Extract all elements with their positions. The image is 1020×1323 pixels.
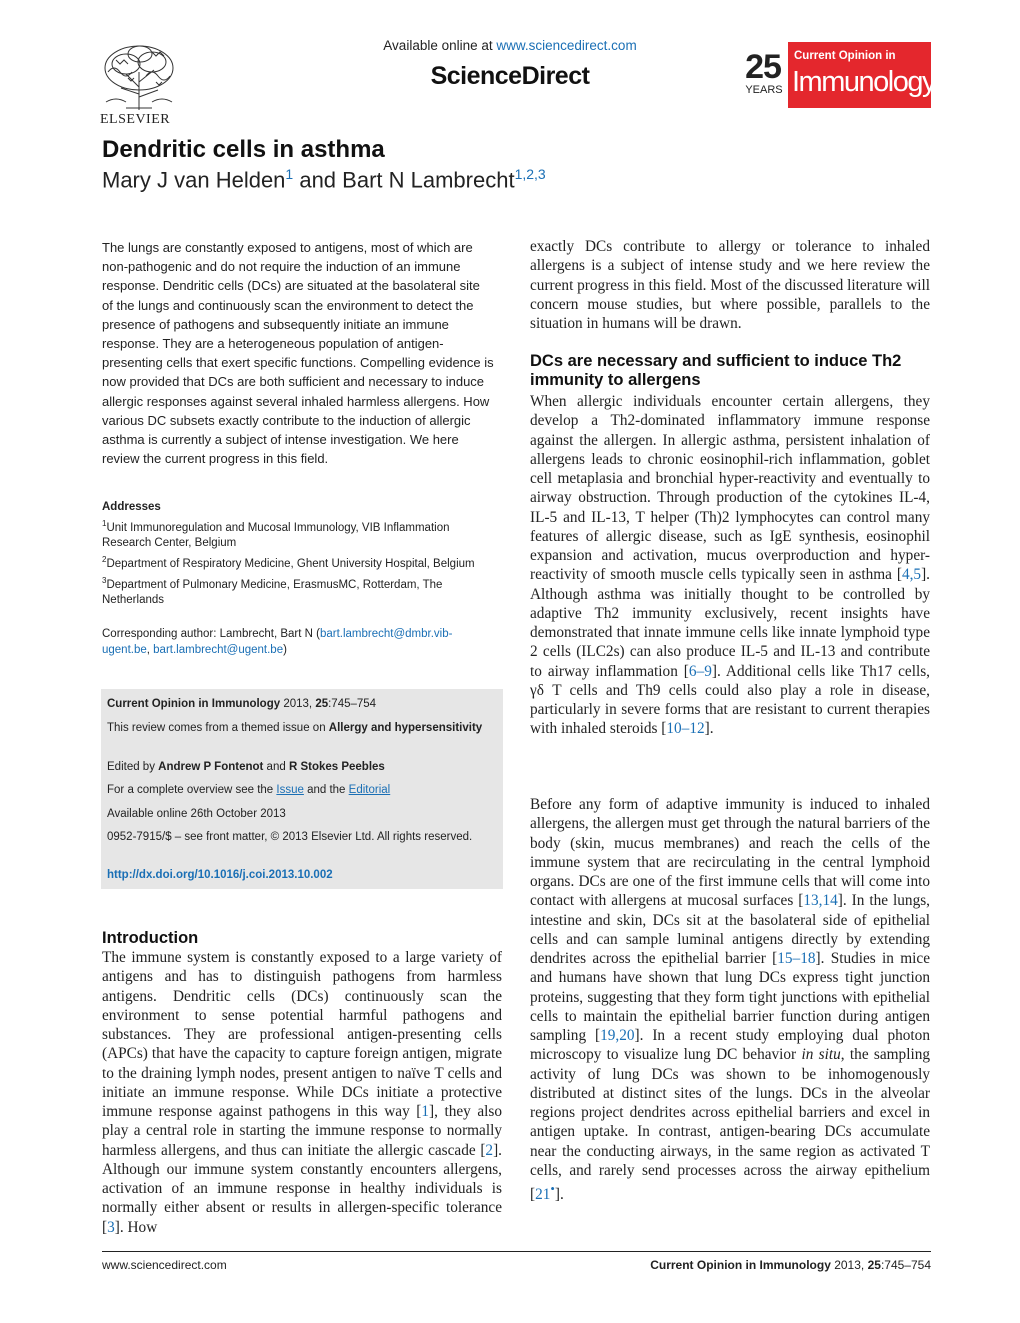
info-volume: 25 — [315, 698, 329, 710]
citation-line — [107, 696, 497, 712]
citation-link[interactable]: 10–12 — [666, 720, 705, 738]
citation-link[interactable]: 13,14 — [803, 892, 838, 910]
info-year: 2013, — [280, 698, 316, 710]
edited-by-line — [107, 759, 497, 775]
address-text: Department of Respiratory Medicine, Ghent University Hospital, Belgium — [106, 558, 475, 571]
abstract: The lungs are constantly exposed to antigens, most of which are non-pathogenic and do not require the induction of an immune response. Dendritic cells (DCs) are situated at the basolateral site of the lungs and continuously scan the environment to detect the presence of pathogens and subsequently initiate an immune response. They are a heterogeneous population of antigen-presenting cells that exert specific functions. Compelling evidence is now provided that DCs are both sufficient and necessary to induce allergic responses against several inhaled harmless allergens. How various DC subsets exactly contribute to the induction of allergic asthma is currently a subject of intense investigation. We here review the current progress in this field. — [102, 240, 494, 467]
themed-topic: Allergy and hypersensitivity — [328, 722, 483, 734]
author-1: Mary J van Helden — [102, 167, 286, 193]
email-link-1[interactable]: bart.lambrecht@dmbr.vib-ugent.be — [102, 628, 453, 656]
citation-link[interactable]: 19,20 — [600, 1027, 635, 1044]
citation-link[interactable]: 3 — [107, 1218, 115, 1236]
journal-badge — [738, 42, 935, 108]
in-situ-italic: in situ — [801, 1046, 841, 1064]
addresses — [102, 500, 494, 609]
issue-link[interactable]: Issue — [276, 784, 304, 796]
address-item — [102, 552, 494, 573]
p2-text-2: ]. Although asthma was initially thought to be controlled by adaptive Th2 immunity exclusively, recent insights have demonstrated that innate immune cells like innate lymphoid type 2 cells (ILC2s) can also produce IL-5 and IL-13 and contribute to airway inflammation [ — [530, 566, 930, 680]
themed-prefix: This review comes from a themed issue on — [107, 722, 329, 734]
info-pages: :745–754 — [328, 698, 377, 710]
citation-link[interactable]: 15–18 — [777, 950, 816, 967]
badge-current-opinion: Current Opinion in — [794, 50, 896, 62]
address-text: Unit Immunoregulation and Mucosal Immunology, VIB Inflammation Research Center, Belgium — [102, 521, 450, 550]
addresses-heading: Addresses — [102, 501, 161, 513]
address-num: 3 — [102, 575, 107, 585]
footer-citation — [0, 1258, 931, 1272]
address-num: 1 — [102, 518, 107, 528]
badge-number: 25 — [745, 48, 781, 86]
footer-journal: Current Opinion in Immunology — [650, 1258, 831, 1272]
intro-text-4: ]. How — [114, 1218, 158, 1236]
address-item — [102, 573, 494, 609]
intro-text-1: The immune system is constantly exposed to a large variety of antigens and has to distinguish pathogens from harmless antigens. Dendritic cells (DCs) continuously scan the environment to sense potential harmful pathogens and substances. They are professional antigen-presenting cells (APCs) that have the capacity to capture foreign antigen, migrate to the draining lymph nodes, present antigen to naïve T cells and initiate an immune response. While DCs initiate a protective immune response against pathogens in this way [ — [102, 949, 502, 1120]
badge-journal-name: Immunology — [792, 66, 935, 98]
introduction-paragraph — [102, 948, 502, 1237]
p2-text-1: When allergic individuals encounter certain allergens, they develop a Th2-dominated inflammatory immune response against the allergen. In allergic asthma, persistent inhalation of allergens leads to chronic eosinophil-rich inflammation, goblet cell metaplasia and bronchial hyper-reactivity and eventually to airway obstruction. Through production of the cytokines IL-4, IL-5 and IL-13, T helper (Th)2 lymphocytes can control many features of allergic disease, such as IgE synthesis, eosinophil expansion and activation, mucus overproduction and hyper-reactivity of smooth muscle cells typically seen in asthma [ — [530, 393, 930, 584]
available-prefix: Available online at — [383, 38, 497, 53]
address-item — [102, 516, 494, 552]
editor-1: Andrew P Fontenot — [158, 761, 264, 773]
citation-link[interactable]: 6–9 — [688, 662, 712, 680]
p2-text-4: ]. — [704, 720, 714, 738]
author-and: and — [293, 167, 343, 193]
corr-prefix: Corresponding author: Lambrecht, Bart N ( — [102, 628, 320, 640]
intro-text-2: ], they also play a central role in starting the immune response to normally harmless allergens, and thus can initiate the allergic cascade [ — [102, 1103, 503, 1159]
corresponding-author — [102, 626, 494, 658]
edited-prefix: Edited by — [107, 761, 159, 773]
overview-and: and the — [303, 784, 349, 796]
author-2: Bart N Lambrecht — [342, 167, 515, 193]
edited-and: and — [263, 761, 289, 773]
citation-link[interactable]: 2 — [485, 1141, 494, 1159]
overview-prefix: For a complete overview see the — [107, 784, 277, 796]
corr-suffix: ) — [283, 644, 287, 656]
available-online-date: Available online 26th October 2013 — [107, 808, 286, 820]
footer-year: 2013, — [830, 1258, 868, 1272]
p3-text-1: Before any form of adaptive immunity is induced to inhaled allergens, the allergen must get through the natural barriers of the body (skin, mucus membranes) and reach the cells of the immune system that are recirculating in the central lymphoid organs. DCs are one of the first immune cells that will come into contact with allergens at mucosal surfaces [ — [530, 796, 930, 910]
footer-pages: :745–754 — [880, 1258, 931, 1272]
copyright-line: 0952-7915/$ – see front matter, © 2013 Elsevier Ltd. All rights reserved. — [107, 831, 473, 843]
article-info-box — [101, 689, 503, 889]
footer-website[interactable]: www.sciencedirect.com — [102, 1258, 227, 1272]
p3-text-4: ]. In a recent study employing dual photon microscopy to visualize lung DC behavior — [530, 1027, 930, 1064]
key-reference-bullet: • — [550, 1182, 555, 1196]
citation-link[interactable]: 4,5 — [901, 566, 922, 584]
intro-text-3: ]. Although our immune system constantly encounters allergens, activation of an immune response in healthy individuals is normally either absent or results in allergen-specific tolerance [ — [102, 1141, 502, 1236]
citation-link[interactable]: 21 — [535, 1186, 551, 1204]
sciencedirect-link[interactable]: www.sciencedirect.com — [496, 38, 637, 53]
section-paragraph-1 — [530, 392, 930, 739]
article-title: Dendritic cells in asthma — [102, 136, 385, 163]
editor-2: R Stokes Peebles — [288, 761, 385, 773]
introduction-heading: Introduction — [102, 929, 199, 947]
author-2-affiliation[interactable]: 1,2,3 — [514, 166, 546, 182]
sciencedirect-logo: ScienceDirect — [430, 62, 590, 90]
address-num: 2 — [102, 555, 107, 565]
p2-text-3: ]. Additional cells like Th17 cells, γδ T cells and Th9 cells could also play a role in disease, particularly in severe forms that are resistant to current therapies with inhaled steroids [ — [530, 662, 930, 738]
section-heading: DCs are necessary and sufficient to induce Th2 immunity to allergens — [530, 352, 902, 389]
p3-text-2: ]. In the lungs, intestine and skin, DCs sit at the basolateral side of epithelial cells and can sample luminal antigens directly by extending dendrites across the epithelial barrier [ — [530, 892, 930, 967]
citation-link[interactable]: 1 — [421, 1103, 430, 1120]
elsevier-wordmark: ELSEVIER — [100, 112, 171, 127]
overview-line — [107, 782, 497, 798]
author-list — [102, 166, 546, 193]
corr-sep: , — [146, 644, 154, 656]
section-paragraph-2 — [530, 795, 930, 1204]
email-link-2[interactable]: bart.lambrecht@ugent.be — [153, 644, 284, 656]
info-journal: Current Opinion in Immunology — [107, 698, 281, 710]
doi-link[interactable]: http://dx.doi.org/10.1016/j.coi.2013.10.002 — [107, 869, 333, 881]
footer-divider — [102, 1251, 931, 1252]
p3-text-5: , the sampling activity of lung DCs was shown to be inhomogenously distributed at distinct sites of the lungs. DCs in the alveolar regions project dendrites across epithelial barriers and excel in antigen uptake. In contrast, antigen-bearing DCs accumulate near the conducting airways, in the same region as activated T cells, and rarely send processes across the airway epithelium [ — [530, 1046, 931, 1204]
badge-journal-panel — [788, 42, 935, 108]
footer-volume: 25 — [867, 1258, 881, 1272]
editorial-link[interactable]: Editorial — [348, 784, 391, 796]
badge-years: YEARS — [745, 84, 783, 96]
p3-text-6: ]. — [554, 1186, 564, 1204]
themed-issue-line — [107, 720, 497, 736]
p3-text-3: ]. Studies in mice and humans have shown that lung DCs express tight junction proteins, suggesting that they form tight junctions with epithelial cells to maintain the epithelial barrier function during antigen sampling [ — [530, 950, 930, 1044]
intro-continuation-paragraph: exactly DCs contribute to allergy or tolerance to inhaled allergens is a subject of intense study and we here review the current progress in this field. Most of the discussed literature will concern mouse studies, but where possible, parallels to the situation in humans will be drawn. — [530, 238, 930, 332]
author-1-affiliation[interactable]: 1 — [285, 166, 294, 182]
address-text: Department of Pulmonary Medicine, ErasmusMC, Rotterdam, The Netherlands — [102, 578, 443, 607]
